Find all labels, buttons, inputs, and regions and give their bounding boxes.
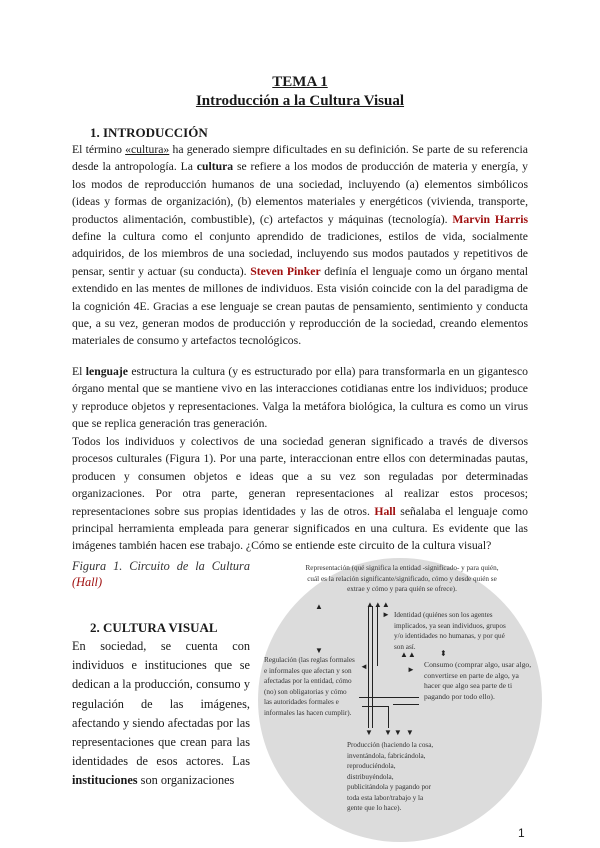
arrow-down-icon: ▼: [315, 646, 323, 655]
arrow-up-icon: ▲▲: [400, 650, 416, 659]
figure-regulacion: Regulación (las reglas formales e informales que afectan y son afectadas por la entidad, cómo (no) son obligatorias y cómo las autoridades formales e informales las hacen cumplir).: [264, 656, 355, 717]
document-title: TEMA 1: [272, 74, 328, 90]
figure-produccion: Producción (haciendo la cosa, inventándola, fabricándola, reproduciéndola, distribuyéndola, publicitándola y pagando por toda esta labor/trabajo y la gente que lo hace).: [347, 741, 434, 812]
author-name: Hall: [374, 504, 396, 518]
term-cultura-link: «cultura»: [125, 143, 170, 156]
bold-term: instituciones: [72, 773, 138, 788]
section-2-paragraph: [72, 637, 250, 791]
text: señalaba el lenguaje como principal herramienta empleada para generar significados en una cultura. Es evidente que las imágenes también hacen ese trabajo. ¿Cómo se entiende este circuito de la cultura visual?: [72, 504, 528, 553]
text: define la cultura como el conjunto aprendido de tradiciones, estilos de vida, socialmente adquiridos, de los miembros de una sociedad, incluyendo sus modos pautados y repetitivos de pensar, sentir y actuar (su conducta).: [72, 230, 528, 278]
figure-consumo: Consumo (comprar algo, usar algo, convertirse en parte de algo, ya hacer que algo sea parte de ti pagando por todo ello).: [424, 660, 532, 701]
author-name: Marvin Harris: [452, 212, 528, 226]
arrow-line: [393, 704, 419, 705]
arrow-line: [362, 706, 388, 707]
section-1-heading: 1. INTRODUCCIÓN: [90, 125, 208, 140]
section-1-paragraph-1: [72, 141, 528, 350]
text: En sociedad, se cuenta con individuos e instituciones que se dedican a la producción, consumo y regulación de las imágenes, afectando y siendo afectadas por las representaciones que crean para las identidades de esos actores. Las: [72, 639, 250, 769]
figure-identidad: Identidad (quiénes son los agentes implicados, ya sean individuos, grupos y/o identidades no humanas, y por qué son así.: [394, 611, 506, 651]
arrow-line: [377, 606, 378, 666]
arrow-line: [368, 606, 369, 728]
text: estructura la cultura (y es estructurado por ella) para transformarla en un gigantesco órgano mental que se mantiene vivo en las interacciones cotidianas entre los individuos; produce y reproduce objetos y representaciones. Valga la metáfora biológica, la cultura es como un virus que se replica generación tras generación.: [72, 365, 528, 431]
text: son organizaciones: [137, 773, 235, 788]
arrow-line: [372, 606, 373, 728]
arrow-left-icon: ◄: [360, 662, 368, 671]
figure-representacion: Representación (qué significa la entidad -significado- y para quién, cuál es la relación significante/significado, cómo y desde quién se extrae y cómo y para quién se ofrece).: [305, 564, 499, 593]
text: ha generado siempre dificultades en su definición. Se parte de su referencia desde la antropología. La: [72, 143, 528, 174]
arrow-right-icon: ►: [382, 610, 390, 619]
bold-term: lenguaje: [85, 365, 128, 378]
arrow-line: [359, 697, 419, 698]
section-2-heading: 2. CULTURA VISUAL: [90, 620, 218, 635]
bold-term: cultura: [196, 160, 234, 174]
section-1-paragraph-2: [72, 363, 528, 433]
arrow-down-icon: ▼: [365, 728, 373, 737]
figure-caption: [72, 558, 250, 590]
arrow-up-icon: ▲: [315, 602, 323, 611]
arrow-line: [388, 706, 389, 728]
text: se refiere a los modos de producción de materia y energía, y los modos de reproducción humanos de una sociedad, incluyendo (a) elementos simbólicos (ideas y formas de organización), (b) elementos materiales y energéticos (vivienda, transporte, productos alimentación, combustible), (c) artefactos y máquinas (tecnología).: [72, 160, 528, 226]
arrow-up-icon: ▲▲▲: [366, 600, 390, 609]
section-1-paragraph-3: [72, 433, 528, 555]
arrow-right-icon: ►: [407, 665, 415, 674]
text: Todos los individuos y colectivos de una sociedad generan significado a través de diversos procesos culturales (Figura 1). Por una parte, interaccionan entre ellos con determinadas pautas, producen y consumen objetos e ideas que a su vez son reguladas por determinadas organizaciones. Por otra parte, generan representaciones al realizar estos procesos; representaciones sobre sus propias identidades y las de otros.: [72, 435, 528, 518]
page-number: 1: [518, 826, 525, 840]
caption-author: (Hall): [72, 575, 103, 589]
arrow-updown-icon: ⬍: [440, 649, 447, 658]
text: El término: [72, 143, 126, 156]
text: definía el lenguaje como un órgano mental extendido en las mentes de millones de individuos. Esta visión coincide con la del paradigma de la cognición 4E. Gracias a ese lenguaje se crean pautas de pensamiento, sentimiento y conducta que, a su vez, generan modos de producción y reproducción de la sociedad, creando elementos materiales de consumo y artefactos tecnológicos.: [72, 264, 529, 348]
document-subtitle: Introducción a la Cultura Visual: [195, 93, 405, 109]
text: El: [72, 365, 86, 378]
caption-text: Figura 1. Circuito de la Cultura: [72, 559, 250, 573]
arrow-down-icon: ▼ ▼ ▼: [384, 728, 414, 737]
author-name: Steven Pinker: [250, 264, 321, 278]
